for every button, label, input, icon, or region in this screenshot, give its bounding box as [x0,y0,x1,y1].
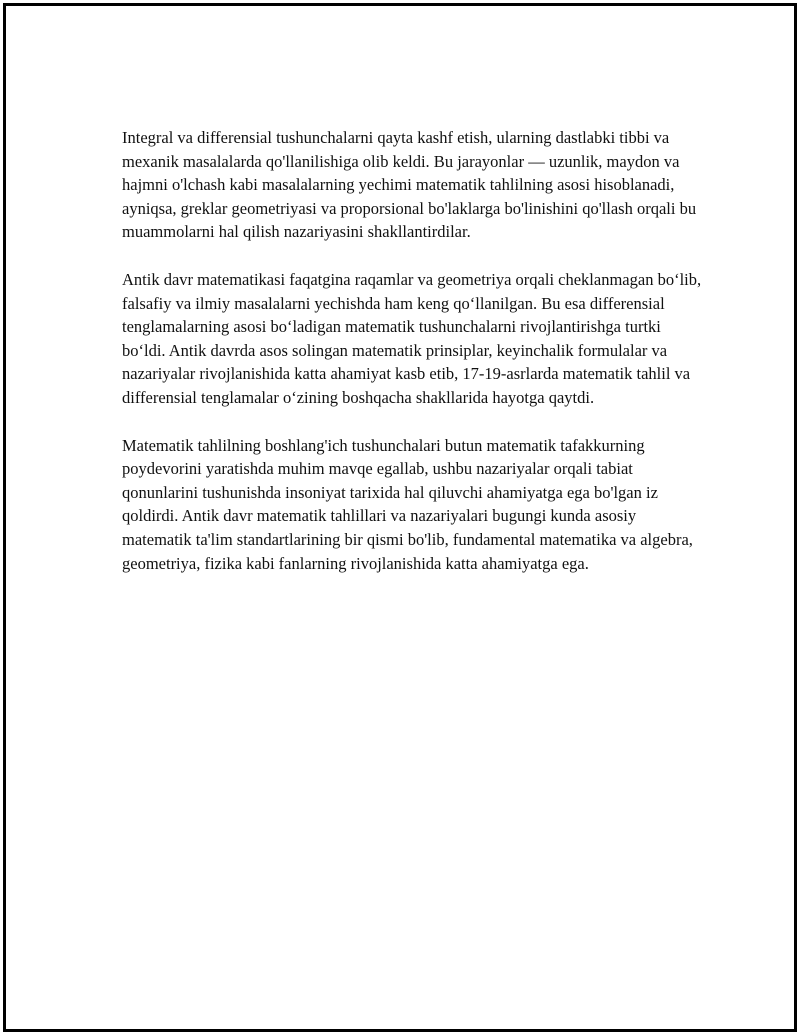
page-border [3,3,797,1032]
document-body [122,126,702,599]
paragraph-2: Antik davr matematikasi faqatgina raqamlar va geometriya orqali cheklanmagan bo‘lib, falsafiy va ilmiy masalalarni yechishda ham keng qo‘llanilgan. Bu esa differensial tenglamalarning asosi bo‘ladigan matematik tushunchalarni rivojlantirishga turtki bo‘ldi. Antik davrda asos solingan matematik prinsiplar, keyinchalik formulalar va nazariyalar rivojlanishida katta ahamiyat kasb etib, 17-19-asrlarda matematik tahlil va differensial tenglamalar o‘zining boshqacha shakllarida hayotga qaytdi. [122,269,702,407]
paragraph-1: Integral va differensial tushunchalarni qayta kashf etish, ularning dastlabki tibbi va mexanik masalalarda qo'llanilishiga olib keldi. Bu jarayonlar — uzunlik, maydon va hajmni o'lchash kabi masalalarning yechimi matematik tahlilning asosi hisoblanadi, ayniqsa, greklar geometriyasi va proporsional bo'laklarga bo'linishini qo'llash orqali bu muammolarni hal qilish nazariyasini shakllantirdilar. [122,128,697,242]
paragraph-3: Matematik tahlilning boshlang'ich tushunchalari butun matematik tafakkurning poydevorini yaratishda muhim mavqe egallab, ushbu nazariyalar orqali tabiat qonunlarini tushunishda insoniyat tarixida hal qiluvchi ahamiyatga ega bo'lgan iz qoldirdi. Antik davr matematik tahlillari va nazariyalari bugungi kunda asosiy matematik ta'lim standartlarining bir qismi bo'lib, fundamental matematika va algebra, geometriya, fizika kabi fanlarning rivojlanishida katta ahamiyatga ega. [122,435,693,573]
